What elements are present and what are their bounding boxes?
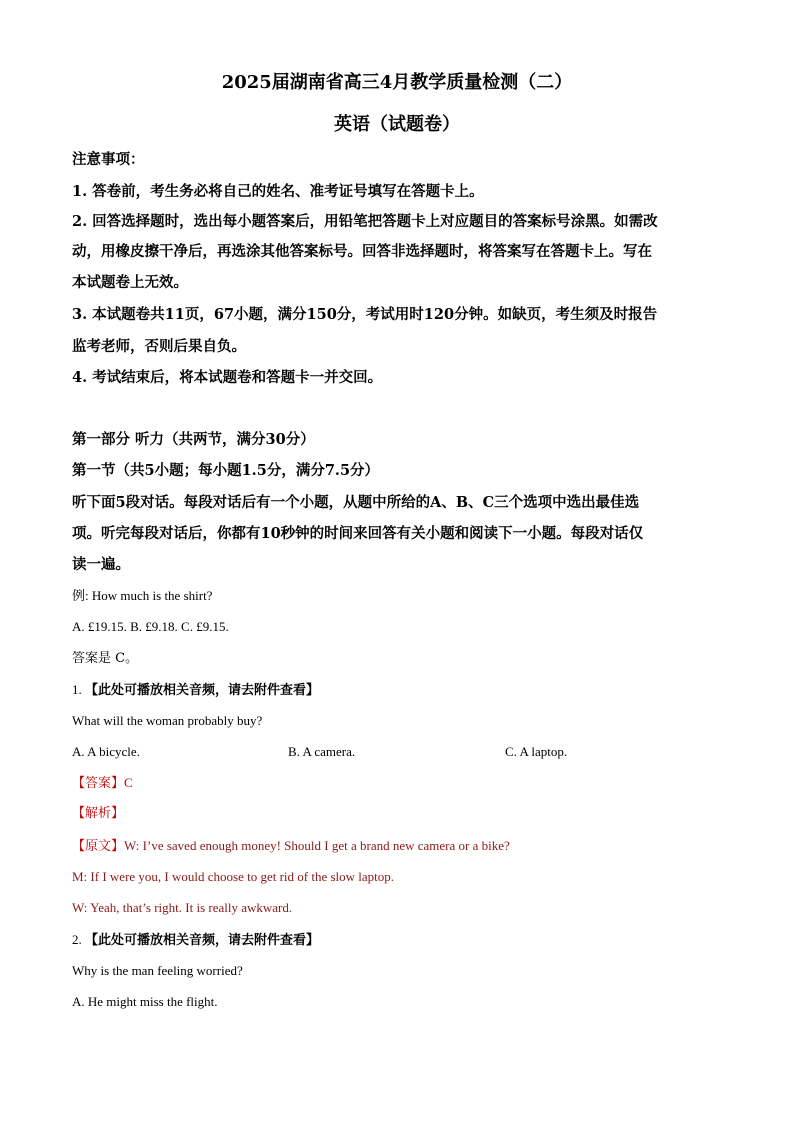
question-2-number: 2. [72,932,82,947]
example-question: 例: How much is the shirt? [72,588,213,603]
question-1-audio-note[interactable]: 【此处可播放相关音频，请去附件查看】 [85,683,320,698]
question-1-option-c: C. A laptop. [505,744,568,759]
notice-item-1: 1. 答卷前，考生务必将自己的姓名、准考证号填写在答题卡上。 [72,183,484,200]
transcript-line-1 [72,835,510,858]
instructions-line-1: 听下面5段对话。每段对话后有一个小题，从题中所给的A、B、C三个选项中选出最佳选 [72,494,640,511]
part-1-heading: 第一部分 听力（共两节，满分30分） [72,431,315,448]
question-1-text: What will the woman probably buy? [72,713,263,728]
answer-value: C [124,775,133,790]
notice-item-4: 4. 考试结束后，将本试题卷和答题卡一并交回。 [72,369,383,386]
question-2-audio-note[interactable]: 【此处可播放相关音频，请去附件查看】 [85,933,320,948]
question-1-number: 1. [72,682,82,697]
transcript-line-2: M: If I were you, I would choose to get rid of the slow laptop. [72,869,395,884]
question-2-header [72,929,319,952]
example-options: A. £19.15. B. £9.18. C. £9.15. [72,619,229,634]
notice-item-3-line-2: 监考老师，否则后果自负。 [72,338,246,355]
notice-item-2-line-1: 2. 回答选择题时，选出每小题答案后，用铅笔把答题卡上对应题目的答案标号涂黑。如需改 [72,213,658,230]
transcript-line-3: W: Yeah, that’s right. It is really awkward. [72,900,293,915]
instructions-line-3: 读一遍。 [72,556,130,573]
exam-title: 2025届湖南省高三4月教学质量检测（二） [221,72,573,93]
example-answer: 答案是 C。 [72,651,139,666]
notice-item-3-line-1: 3. 本试题卷共11页，67小题，满分150分，考试用时120分钟。如缺页，考生须及时报告 [72,306,658,323]
question-1-header [72,679,319,702]
question-1-option-a: A. A bicycle. [72,744,140,759]
section-1-heading: 第一节（共5小题；每小题1.5分，满分7.5分） [72,462,380,479]
question-1-answer [72,772,133,795]
answer-tag: 【答案】 [72,776,125,791]
question-1-option-b: B. A camera. [288,744,356,759]
instructions-line-2: 项。听完每段对话后，你都有10秒钟的时间来回答有关小题和阅读下一小题。每段对话仅 [72,525,644,542]
transcript-w1: W: I’ve saved enough money! Should I get a brand new camera or a bike? [124,838,510,853]
question-2-text: Why is the man feeling worried? [72,963,243,978]
notice-heading: 注意事项： [72,151,145,168]
exam-subtitle: 英语（试题卷） [334,114,460,135]
original-tag: 【原文】 [72,839,125,854]
analysis-tag: 【解析】 [72,806,125,821]
notice-item-2-line-3: 本试题卷上无效。 [72,274,188,291]
notice-item-2-line-2: 动，用橡皮擦干净后，再选涂其他答案标号。回答非选择题时，将答案写在答题卡上。写在 [72,243,652,260]
question-2-option-a: A. He might miss the flight. [72,994,218,1009]
